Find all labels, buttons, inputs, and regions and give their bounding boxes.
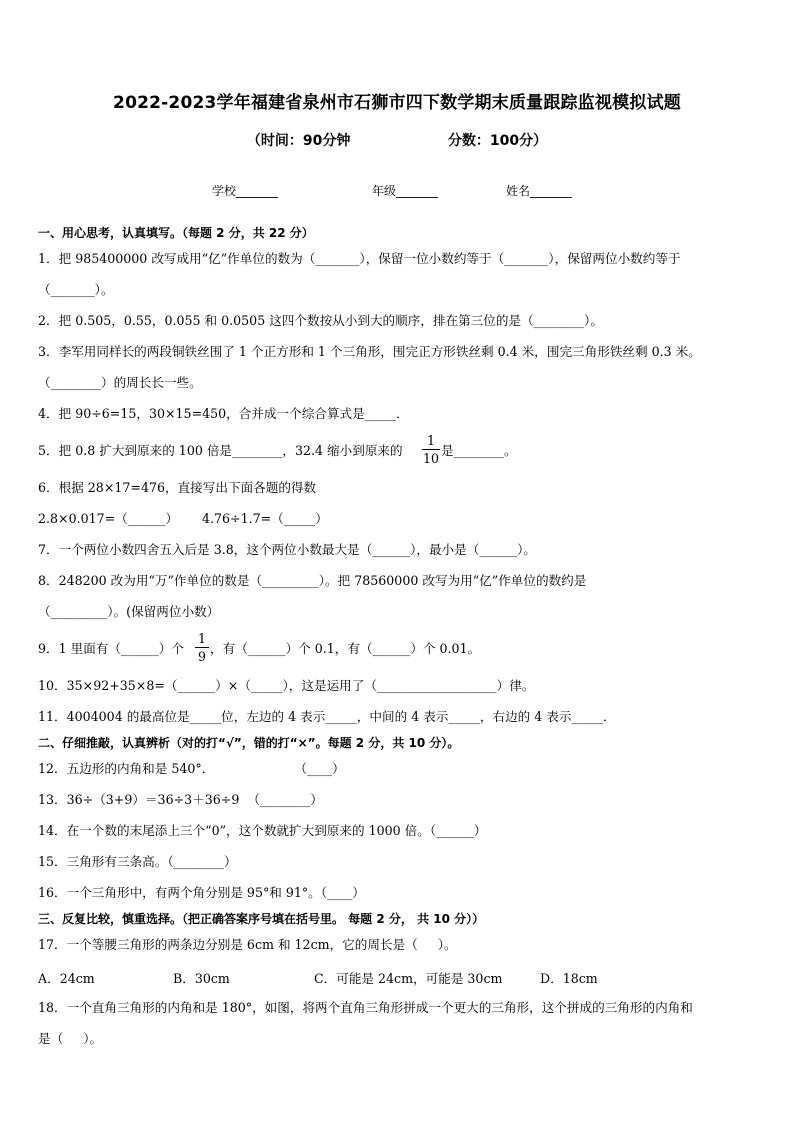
question-4: 4．把 90÷6=15，30×15=450，合并成一个综合算式是_____． bbox=[38, 406, 409, 421]
fraction-numerator: 1 bbox=[426, 433, 435, 448]
fraction-bar bbox=[195, 647, 209, 648]
question-12: 12．五边形的内角和是 540°． （____） bbox=[38, 761, 345, 776]
section-3-heading: 三、反复比较，慎重选择。（把正确答案序号填在括号里。 每题 2 分， 共 10 分）） bbox=[38, 912, 485, 926]
fraction-one-tenth bbox=[422, 433, 440, 466]
fraction-one-ninth bbox=[195, 631, 209, 664]
fraction-numerator: 1 bbox=[197, 631, 206, 646]
question-1-line-2: （_______）。 bbox=[38, 282, 114, 297]
question-3-line-2: （________）的周长长一些。 bbox=[38, 375, 202, 390]
exam-title: 2022-2023学年福建省泉州市石狮市四下数学期末质量跟踪监视模拟试题 bbox=[113, 93, 681, 113]
question-16: 16．一个三角形中，有两个角分别是 95°和 91°。（____） bbox=[38, 885, 365, 900]
fraction-denominator: 10 bbox=[422, 451, 440, 466]
question-6: 6．根据 28×17=476，直接写出下面各题的得数 bbox=[38, 480, 317, 495]
question-17-option-c: C．可能是 24cm，可能是 30cm bbox=[314, 971, 503, 986]
exam-time-score: （时间：90分钟 分数：100分） bbox=[246, 133, 548, 149]
fraction-denominator: 9 bbox=[197, 649, 206, 664]
section-1-heading: 一、用心思考，认真填写。（每题 2 分，共 22 分） bbox=[38, 226, 314, 240]
question-15: 15．三角形有三条高。（________） bbox=[38, 854, 237, 869]
question-3-line-1: 3．李军用同样长的两段铜铁丝围了 1 个正方形和 1 个三角形，围完正方形铁丝剩 0.4 米，围完三角形铁丝剩 0.3 米。 bbox=[38, 344, 701, 359]
section-2-heading: 二、仔细推敲，认真辨析（对的打“√”，错的打“×”。每题 2 分，共 10 分）。 bbox=[38, 736, 460, 750]
fraction-bar bbox=[422, 449, 440, 450]
question-17: 17．一个等腰三角形的两条边分别是 6cm 和 12cm，它的周长是（ ）。 bbox=[38, 937, 457, 952]
grade-field: 年级_______ bbox=[372, 184, 439, 198]
question-5-part-2: 是________。 bbox=[441, 443, 517, 458]
question-6-item-b: 4.76÷1.7=（_____） bbox=[202, 511, 328, 526]
question-10: 10．35×92+35×8=（______）×（_____），这是运用了（___________________）律。 bbox=[38, 678, 535, 693]
question-17-option-a: A．24cm bbox=[38, 971, 95, 986]
question-18-line-2: 是（ ）。 bbox=[38, 1031, 103, 1046]
question-18-line-1: 18．一个直角三角形的内角和是 180°，如图，将两个直角三角形拼成一个更大的三角形，这个拼成的三角形的内角和 bbox=[38, 1000, 693, 1015]
question-11: 11．4004004 的最高位是_____位，左边的 4 表示_____，中间的 4 表示_____，右边的 4 表示_____． bbox=[38, 709, 616, 724]
question-14: 14．在一个数的末尾添上三个“0”，这个数就扩大到原来的 1000 倍。（______） bbox=[38, 823, 487, 838]
name-field: 姓名_______ bbox=[506, 184, 573, 198]
school-field: 学校_______ bbox=[212, 184, 279, 198]
question-5-part-1: 5．把 0.8 扩大到原来的 100 倍是________，32.4 缩小到原来的 bbox=[38, 443, 403, 458]
question-2: 2．把 0.505，0.55，0.055 和 0.0505 这四个数按从小到大的顺序，排在第三位的是（________）。 bbox=[38, 313, 603, 328]
question-9-part-2: ，有（______）个 0.1，有（______）个 0.01。 bbox=[210, 641, 481, 656]
question-8-line-1: 8．248200 改为用“万”作单位的数是（_________）。把 78560000 改写为用“亿”作单位的数约是 bbox=[38, 573, 587, 588]
question-7: 7．一个两位小数四舍五入后是 3.8，这个两位小数最大是（______），最小是（______）。 bbox=[38, 542, 537, 557]
question-17-option-b: B．30cm bbox=[173, 971, 230, 986]
question-17-option-d: D．18cm bbox=[540, 971, 598, 986]
question-6-item-a: 2.8×0.017=（______） bbox=[38, 511, 179, 526]
question-13: 13．36÷（3+9）＝36÷3＋36÷9 （________） bbox=[38, 792, 323, 807]
question-1-line-1: 1．把 985400000 改写成用“亿”作单位的数为（_______），保留一位小数约等于（_______），保留两位小数约等于 bbox=[38, 251, 681, 266]
question-9-part-1: 9．1 里面有（______）个 bbox=[38, 641, 184, 656]
question-8-line-2: （_________）。(保留两位小数） bbox=[38, 604, 220, 619]
